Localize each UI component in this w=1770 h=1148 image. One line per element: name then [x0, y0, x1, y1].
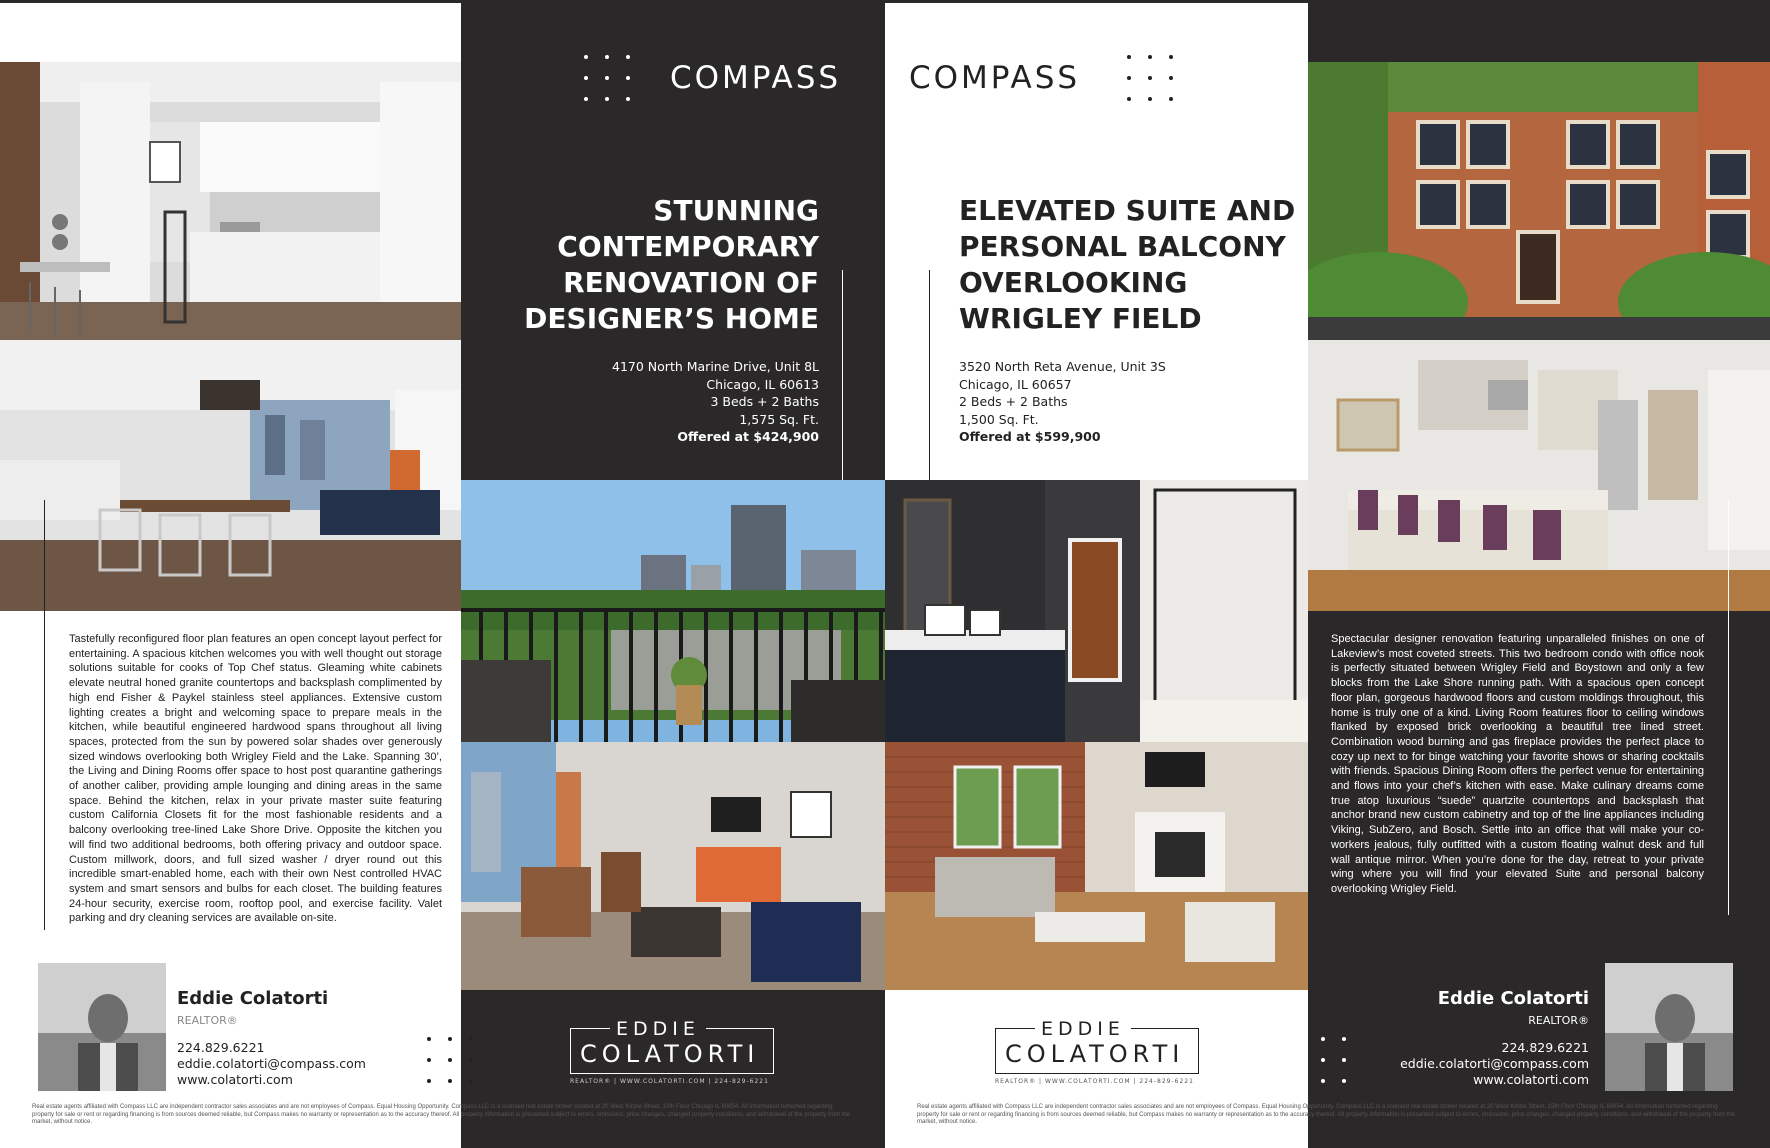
brand-name-top-right: EDDIE [1035, 1018, 1131, 1040]
address-street: 4170 North Marine Drive, Unit 8L [612, 359, 819, 374]
offer-price: Offered at $424,900 [677, 429, 819, 445]
address-city: Chicago, IL 60657 [959, 376, 1072, 392]
brand-name-bottom-right: COLATORTI [1005, 1040, 1185, 1068]
listing-right-headline [959, 193, 1295, 337]
listing-right-details [959, 358, 1166, 446]
brand-tagline-right: REALTOR® | WWW.COLATORTI.COM | 224-829-6221 [995, 1078, 1194, 1085]
headline-line: DESIGNER’S HOME [524, 302, 819, 335]
agent-headshot-left [38, 963, 166, 1091]
dots-decoration-right [1127, 55, 1173, 101]
address-city: Chicago, IL 60613 [706, 376, 819, 392]
text-rule-right [1728, 500, 1729, 915]
agent-phone-left[interactable]: 224.829.6221 [177, 1040, 265, 1055]
agent-email-right[interactable]: eddie.colatorti@compass.com [1400, 1056, 1589, 1071]
dots-decoration-bottom-left [427, 1037, 473, 1083]
photo-city-balcony-view [461, 480, 885, 742]
divider-line-right [929, 270, 930, 480]
legal-disclaimer-left: Real estate agents affiliated with Compass LLC are independent contractor sales associates and are not employees of Compass. Equal Housing Opportunity. Compass LLC is a licensed real estate broker located at 20 West Kinzie Street, 15th Floor Chicago IL 60654. All information furnished regarding property for sale or rent or regarding financing is from sources deemed reliable, but Compass makes no warranty or representation as to the accuracy thereof. All property information is presented subject to errors, omissions, price changes, changed property conditions, and withdrawal of the property from the market, without notice. [32, 1104, 851, 1125]
agent-website-right[interactable]: www.colatorti.com [1473, 1072, 1589, 1087]
square-feet: 1,500 Sq. Ft. [959, 411, 1039, 427]
brand-tagline-left: REALTOR® | WWW.COLATORTI.COM | 224-829-6221 [570, 1078, 769, 1085]
headline-line: WRIGLEY FIELD [959, 302, 1202, 335]
text-rule-left [44, 500, 45, 930]
headline-line: OVERLOOKING [959, 266, 1188, 299]
agent-name-left: Eddie Colatorti [177, 988, 329, 1009]
address-street: 3520 North Reta Avenue, Unit 3S [959, 359, 1166, 374]
photo-bathroom-glass-shower [885, 480, 1308, 742]
agent-website-left[interactable]: www.colatorti.com [177, 1072, 293, 1087]
photo-living-room-brick [885, 742, 1308, 990]
dots-decoration-bottom-right [1300, 1037, 1346, 1083]
agent-title-left: REALTOR® [177, 1014, 238, 1027]
agent-email-left[interactable]: eddie.colatorti@compass.com [177, 1056, 366, 1071]
beds-baths: 3 Beds + 2 Baths [710, 394, 819, 410]
photo-kitchen-white [0, 62, 461, 340]
left-panel-top [0, 0, 461, 62]
dots-decoration-left [584, 55, 630, 101]
brand-name-bottom-left: COLATORTI [580, 1040, 760, 1068]
listing-right-description: Spectacular designer renovation featuring unparalleled finishes on one of Lakeview’s most coveted streets. This two bedroom condo with office nook is perfectly situated between Wrigley Field and Boystown and only a few blocks from the Lake Shore running path. With a spacious open concept floor plan, gorgeous hardwood floors and custom moldings throughout, this home is truly one of a kind. Living Room features floor to ceiling windows flanked by exposed brick overlooking a beautiful tree lined street. Combination wood burning and gas fireplace provides the perfect place to cozy up next to for binge watching your favorite shows or sharing cocktails with friends. Spacious Dining Room offers the perfect venue for entertaining and flows into your chef’s kitchen with ease. Make culinary dreams come true atop luxurious “suede” quartzite countertops and backsplash that anchor brand new custom cabinetry and top of the line appliances including Viking, SubZero, and Bosch. Settle into an office that will make your co-workers jealous, fully outfitted with a custom floating walnut desk and full wall antique mirror. When you’re done for the day, retreat to your private wing where you will find your elevated Suite and personal balcony overlooking Wrigley Field. [1331, 633, 1704, 895]
photo-brick-building-exterior [1308, 62, 1770, 340]
square-feet: 1,575 Sq. Ft. [739, 411, 819, 427]
photo-dining-living-room [0, 340, 461, 611]
photo-kitchen-purple-stools [1308, 340, 1770, 611]
divider-line-left [842, 270, 843, 480]
agent-name-right: Eddie Colatorti [1437, 988, 1589, 1009]
agent-phone-right[interactable]: 224.829.6221 [1501, 1040, 1589, 1055]
headline-line: ELEVATED SUITE AND [959, 194, 1296, 227]
listing-left-details [612, 358, 819, 446]
agent-headshot-right [1605, 963, 1733, 1091]
beds-baths: 2 Beds + 2 Baths [959, 394, 1068, 410]
headline-line: CONTEMPORARY [557, 230, 819, 263]
compass-logo-right: COMPASS [909, 60, 1081, 96]
top-strip [0, 0, 1770, 3]
listing-left-headline [524, 193, 819, 337]
agent-title-right: REALTOR® [1528, 1014, 1589, 1027]
headline-line: RENOVATION OF [563, 266, 819, 299]
brand-name-top-left: EDDIE [610, 1018, 706, 1040]
legal-disclaimer-right: Real estate agents affiliated with Compass LLC are independent contractor sales associates and are not employees of Compass. Equal Housing Opportunity. Compass LLC is a licensed real estate broker located at 20 West Kinzie Street, 15th Floor Chicago IL 60654. All information furnished regarding property for sale or rent or regarding financing is from sources deemed reliable, but Compass makes no warranty or representation as to the accuracy thereof. All property information is presented subject to errors, omissions, price changes, changed property conditions, and withdrawal of the property from the market, without notice. [917, 1104, 1736, 1125]
offer-price: Offered at $599,900 [959, 429, 1101, 445]
headline-line: STUNNING [653, 194, 819, 227]
headline-line: PERSONAL BALCONY [959, 230, 1286, 263]
photo-living-room-orange [461, 742, 885, 990]
compass-logo-left: COMPASS [670, 60, 842, 96]
listing-left-description: Tastefully reconfigured floor plan features an open concept layout perfect for entertaining. A spacious kitchen welcomes you with well thought out storage solutions suitable for cooks of Top Chef status. Gleaming white cabinets elevate neutral honed granite countertops and backsplash complimented by high end Fisher & Paykel stainless steel appliances. Extensive custom lighting creates a bright and welcoming space to prepare meals in the kitchen, while beautiful engineered hardwood spans throughout all living spaces, protected from the sun by powered solar shades over generously sized windows overlooking both Wrigley Field and the Lake. Spanning 30’, the Living and Dining Rooms offer space to host post quarantine gatherings of another caliber, providing ample lounging and dining areas in the same space. Behind the kitchen, relax in your private master suite featuring custom California Closets fit for the most fashionable residents and a balcony overlooking tree-lined Lake Shore Drive. Opposite the kitchen you will find two additional bedrooms, both offering privacy and outdoor space. Custom millwork, doors, and full sized washer / dryer round out this incredible smart-enabled home, each with their own Nest controlled HVAC system and smart sensors and bulbs for each closet. The building features 24-hour security, exercise room, rooftop pool, and exercise facility. Valet parking and dry cleaning services are available on-site. [69, 633, 442, 925]
